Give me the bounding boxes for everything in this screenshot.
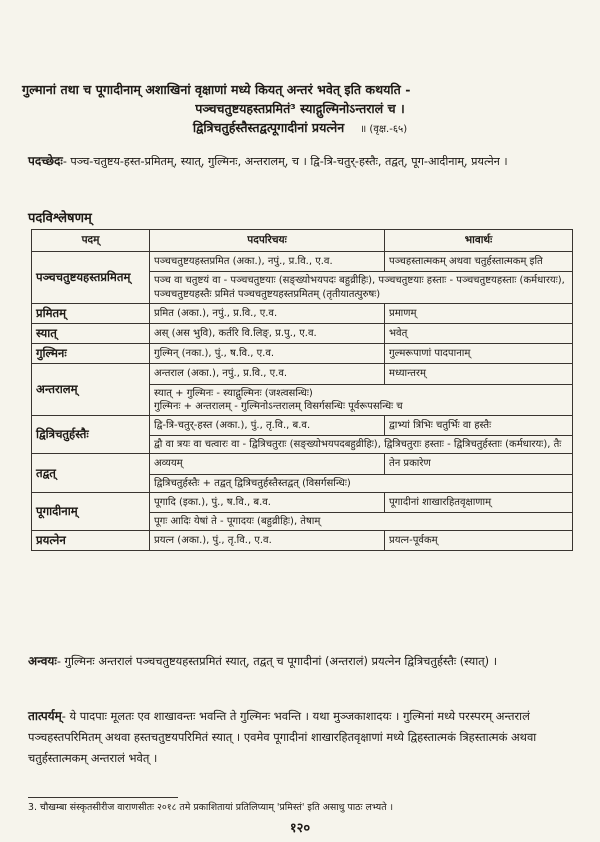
row-meaning: प्रयत्न-पूर्वकम् <box>385 531 573 551</box>
verse-intro <box>22 80 578 139</box>
footnote-divider <box>28 797 178 798</box>
anvaya-section <box>28 651 576 672</box>
table-row <box>32 492 573 512</box>
row-info: अव्ययम् <box>150 454 385 474</box>
row-meaning: गुल्मरूपाणां पादपानाम् <box>385 344 573 364</box>
table-row <box>32 324 573 344</box>
table-row <box>32 531 573 551</box>
intro-line: गुल्मानां तथा च पूगादीनाम् अशाखिनां वृक्षाणां मध्ये कियत् अन्तरं भवेत् इति कथयति - <box>22 82 411 97</box>
row-meaning: मध्यान्तरम् <box>385 364 573 384</box>
row-sandhi <box>150 384 573 415</box>
row-term: पञ्चचतुष्टयहस्तप्रमितम् <box>32 252 150 304</box>
row-term: अन्तरालम् <box>32 364 150 416</box>
anvaya-text: - गुल्मिनः अन्तरालं पञ्चचतुष्टयहस्तप्रमितं स्यात्, तद्वत् च पूगादीनां (अन्तरालं) प्रयत्नेन द्वित्रिचतुर्हस्तैः (स्यात्) । <box>56 654 498 668</box>
row-term: प्रयत्नेन <box>32 531 150 551</box>
col-header-bhavartha: भावार्थः <box>385 230 573 252</box>
row-term: द्वित्रिचतुर्हस्तैः <box>32 416 150 454</box>
word-analysis-table <box>31 229 573 551</box>
row-info: अन्तराल (अका.), नपुं., प्र.वि., ए.व. <box>150 364 385 384</box>
col-header-pada: पदम् <box>32 230 150 252</box>
row-meaning: तेन प्रकारेण <box>385 454 573 474</box>
row-meaning: प्रमाणम् <box>385 303 573 323</box>
row-info: अस् (अस भुवि), कर्तरि वि.लिङ्, प्र.पु., ए.व. <box>150 324 385 344</box>
tatparya-label: तात्पर्यम् <box>28 709 62 723</box>
row-info: पञ्चचतुष्टयहस्तप्रमित (अका.), नपुं., प्र.वि., ए.व. <box>150 252 385 272</box>
footnote: 3. चौखम्बा संस्कृतसीरीज वाराणसीतः २०१८ तमे प्रकाशितायां प्रतिलिप्याम् 'प्रमिस्तं' इति असाधु पाठः लभ्यते । <box>28 802 394 813</box>
col-header-parichaya: पदपरिचयः <box>150 230 385 252</box>
verse-line-2 <box>22 118 578 139</box>
sandhi-line-2: गुल्मिनः + अन्तरालम् - गुल्मिनोऽन्तरालम् विसर्गसन्धिः पूर्वरूपसन्धिः च <box>154 400 403 412</box>
row-term: गुल्मिनः <box>32 344 150 364</box>
table-row <box>32 252 573 272</box>
padaccheda-label: पदच्छेदः <box>28 154 63 168</box>
row-info: गुल्मिन् (नका.), पुं., ष.वि., ए.व. <box>150 344 385 364</box>
page-number: १२० <box>289 821 311 836</box>
tatparya-section <box>28 706 576 769</box>
padaccheda-section <box>28 152 576 171</box>
row-compound: पञ्च वा चतुष्टयं वा - पञ्चचतुष्टयाः (सङ्ख्योभयपदः बहुव्रीहिः), पञ्चचतुष्टयाः हस्ताः - पञ्चचतुष्टयहस्ताः (कर्मधारयः), पञ्चचतुष्टयहस्तैः प्रमितं पञ्चचतुष्टयहस्तप्रमितम् (तृतीयातत्पुरुषः) <box>150 272 573 303</box>
table-row <box>32 364 573 384</box>
anvaya-label: अन्वयः <box>28 654 57 668</box>
sandhi-line-1: स्यात् + गुल्मिनः - स्याद्गुल्मिनः (जश्त्वसन्धिः) <box>154 387 313 399</box>
verse-line-1: पञ्चचतुष्टयहस्तप्रमितं³ स्याद्गुल्मिनोऽन्तरालं च । <box>195 101 405 116</box>
row-compound: द्वौ वा त्रयः वा चत्वारः वा - द्वित्रिचतुराः (सङ्ख्योभयपदबहुव्रीहिः), द्वित्रिचतुराः हस्ताः - द्वित्रिचतुर्हस्ताः (कर्मधारयः), तैः <box>150 436 573 454</box>
padaccheda-text: - पञ्च-चतुष्टय-हस्त-प्रमितम्, स्यात्, गुल्मिनः, अन्तरालम्, च । द्वि-त्रि-चतुर्-हस्तैः, तद्वत्, पूग-आदीनाम्, प्रयत्नेन । <box>62 155 508 168</box>
row-meaning: भवेत् <box>385 324 573 344</box>
row-info: प्रमित (अका.), नपुं., प्र.वि., ए.व. <box>150 303 385 323</box>
tatparya-text: - ये पादपाः मूलतः एव शाखावन्तः भवन्ति ते गुल्मिनः भवन्ति । यथा मुञ्जकाशादयः । गुल्मिनां मध्ये परस्परम् अन्तरालं पञ्चहस्तपरिमितम् अथवा हस्तचतुष्टयपरिमितं स्यात् । एवमेव पूगादीनां शाखारहितवृक्षाणां मध्ये द्विहस्तात्मकं त्रिहस्तात्मकं अथवा चतुर्हस्तात्मकम् अन्तरालं भवेत् । <box>28 709 537 765</box>
table-row <box>32 344 573 364</box>
table-row <box>32 303 573 323</box>
row-meaning: पञ्चहस्तात्मकम् अथवा चतुर्हस्तात्मकम् इति <box>385 252 573 272</box>
table-row <box>32 454 573 474</box>
row-term: स्यात् <box>32 324 150 344</box>
table-header-row <box>32 230 573 252</box>
row-info: द्वि-त्रि-चतुर्-हस्त (अका.), पुं., तृ.वि., ब.व. <box>150 416 385 436</box>
verse-line-2-text: द्वित्रिचतुर्हस्तैस्तद्वत्पूगादीनां प्रयत्नेन <box>192 120 345 135</box>
row-term: पूगादीनाम् <box>32 492 150 530</box>
row-compound: पूगः आदिः येषां ते - पूगादयः (बहुव्रीहिः), तेषाम् <box>150 513 573 531</box>
row-term: प्रमितम् <box>32 303 150 323</box>
verse-reference: ॥ (वृक्ष.-६५) <box>360 124 408 135</box>
row-meaning: द्वाभ्यां त्रिभिः चतुर्भिः वा हस्तैः <box>385 416 573 436</box>
row-meaning: पूगादीनां शाखारहितवृक्षाणाम् <box>385 492 573 512</box>
analysis-title: पदविश्लेषणम् <box>28 211 92 226</box>
row-info: प्रयत्न (अका.), पुं., तृ.वि., ए.व. <box>150 531 385 551</box>
row-term: तद्वत् <box>32 454 150 492</box>
row-info: पूगादि (इका.), पुं., ष.वि., ब.व. <box>150 492 385 512</box>
row-sandhi: द्वित्रिचतुर्हस्तैः + तद्वत् द्वित्रिचतुर्हस्तैस्तद्वत् (विसर्गसन्धिः) <box>150 474 573 492</box>
table-row <box>32 416 573 436</box>
